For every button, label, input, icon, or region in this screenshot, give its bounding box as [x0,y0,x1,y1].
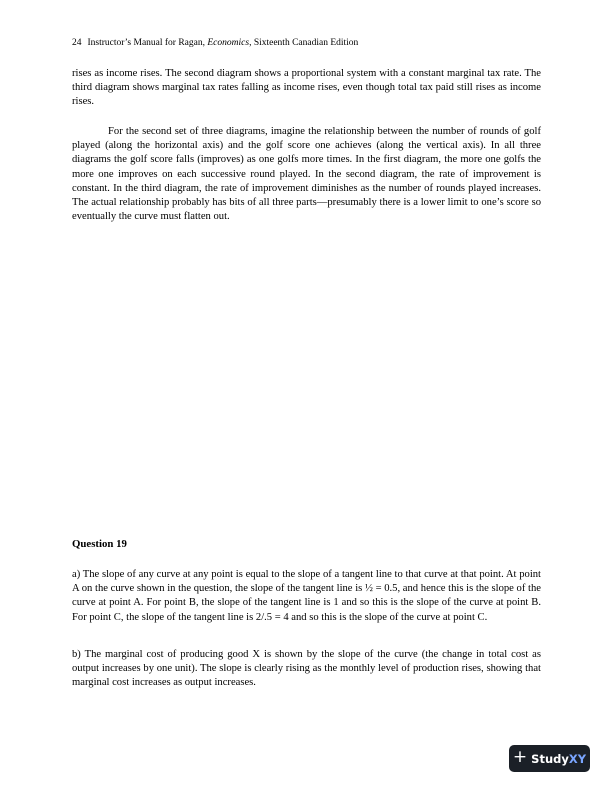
answer-b: b) The marginal cost of producing good X is shown by the slope of the curve (the change in total cost as output increases by one unit). The slope is clearly rising as the monthly level of production rises, showing that marginal cost increases as output increases. [72,649,541,689]
paragraph-golf-diagrams: For the second set of three diagrams, imagine the relationship between the number of rounds of golf played (along the horizontal axis) and the golf score one achieves (along the vertical axis). In all three diagrams the golf score falls (improves) as one golfs more times. In the first diagram, the more one golfs the more one improves on each successive round played. In the second diagram, the rate of improvement is constant. In the third diagram, the rate of improvement diminishes as the number of rounds played increases. The actual relationship probably has bits of all three parts—presumably there is a lower limit to one’s score so eventually the curve must flatten out. [72,126,541,223]
answer-a: a) The slope of any curve at any point is equal to the slope of a tangent line to that curve at that point. At point A on the curve shown in the question, the slope of the tangent line is ½ = 0.5, and hence this is the slope of the curve at point A. For point B, the slope of the tangent line is 1 and so this is the slope of the curve at point B. For point C, the slope of the tangent line is 2/.5 = 4 and so this is the slope of the curve at point C. [72,569,541,623]
paragraph-tax-diagrams: rises as income rises. The second diagram shows a proportional system with a constant marginal tax rate. The third diagram shows marginal tax rates falling as income rises, even though total tax paid still rises as income rises. [72,68,541,108]
studyxy-badge[interactable] [509,745,590,772]
question-heading: Question 19 [72,538,127,550]
header-suffix: , Sixteenth Canadian Edition [249,38,359,48]
plus-icon: + [512,747,528,767]
page-number: 24 [72,38,82,48]
badge-label: StudyXY [531,751,587,766]
page-header [72,38,358,48]
book-title: Economics [207,38,250,48]
header-prefix: Instructor’s Manual for Ragan, [87,38,208,48]
